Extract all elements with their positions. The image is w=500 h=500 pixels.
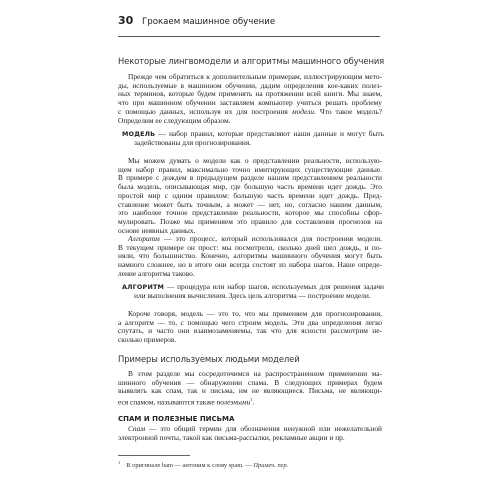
footnote-mark: 1 <box>118 460 121 465</box>
paragraph-model-vs-algorithm: Короче говоря, модель — это то, что мы применяем для прогнозирования, а алгоритм — то, с помощью чего строим модель. Эти два определения легко спутать, и часто они взаимозаменяемы, так что для ясности рассмотрим не- сколько примеров. <box>118 309 382 345</box>
header-rule <box>118 36 380 37</box>
paragraph-intro: Прежде чем обратиться к дополнительным примерам, иллюстрирующим мето- ды, используемые в машинном обучении, дадим определения кое-каких полез- ных терминов, которые будем применять на протяжении всей книги. Мы знаем, что при машинном обучении заставляем компьютер учиться решать проблему с помощью данных, используя их для построения модели. Что такое модель? Определим ее следующим образом. <box>118 72 382 125</box>
term-model: МОДЕЛЬ <box>122 130 156 138</box>
definition-algorithm: АЛГОРИТМ — процедура или набор шагов, используемых для решения задачи или выполнения вычисления. Здесь цель алгоритма — построение модели. <box>122 282 384 300</box>
paragraph-algorithm: Алгоритм — это процесс, который использовался для построения модели. В текущем примере он прост: мы посмотрели, сколько дней шел дождь, и по- няли, что большинство. Конечно, алгоритмы машинного обучения могут быть намного сложнее, но в итоге они всегда состоят из набора шагов. Наше опреде- ление алгоритма таково. <box>118 234 382 278</box>
paragraph-spam-definition: Спам — это общий термин для обозначения ненужной или нежелательной электронной почты, такой как письма-рассылки, рекламные акции и пр. <box>118 424 382 442</box>
footnote-rule <box>118 455 190 456</box>
term-algorithm: АЛГОРИТМ <box>122 283 165 291</box>
section-heading-human-models: Примеры используемых людьми моделей <box>118 354 300 364</box>
page-header <box>118 14 275 27</box>
footnote: $^1$ В оригинале ham — антоним к слову spam. — Примеч. пер. <box>118 460 289 470</box>
paragraph-model-reality: Мы можем думать о модели как о представлении реальности, использую- щем набор правил, максимально точно имитирующих существующие данные. В примере с дождем в предыдущем разделе нашим представлением реальности была модель, описывающая мир, где большую часть времени идет дождь. Это простой мир с одним правилом: большую часть времени идет дождь. Пред- ставление может быть точным, а может — нет, но, согласно нашим данным, это наиболее точное представление реальности, которое мы способны сфор- мулировать. Позже мы применяем это правило для составления прогнозов на основе неявных данных. <box>118 156 382 235</box>
page-number: 30 <box>118 14 134 27</box>
paragraph-spam-intro: В этом разделе мы сосредоточимся на распространенном применении ма- шинного обучения — обнаружении спама. В следующих примерах будем выявлять как спам, так и письма, им не являющиеся. Письма, не являющи- еся спамом, называются также полезными$^1$. <box>118 369 382 407</box>
section-heading-models-algorithms: Некоторые лингвомодели и алгоритмы машинного обучения <box>118 56 385 66</box>
footnote-reference: 1 <box>250 397 253 403</box>
subheading-spam-ham: СПАМ И ПОЛЕЗНЫЕ ПИСЬМА <box>118 415 235 423</box>
running-title: Грокаем машинное обучение <box>142 17 276 27</box>
definition-model: МОДЕЛЬ — набор правил, которые представляют наши данные и могут быть задействованы для прогнозирования. <box>122 129 384 147</box>
